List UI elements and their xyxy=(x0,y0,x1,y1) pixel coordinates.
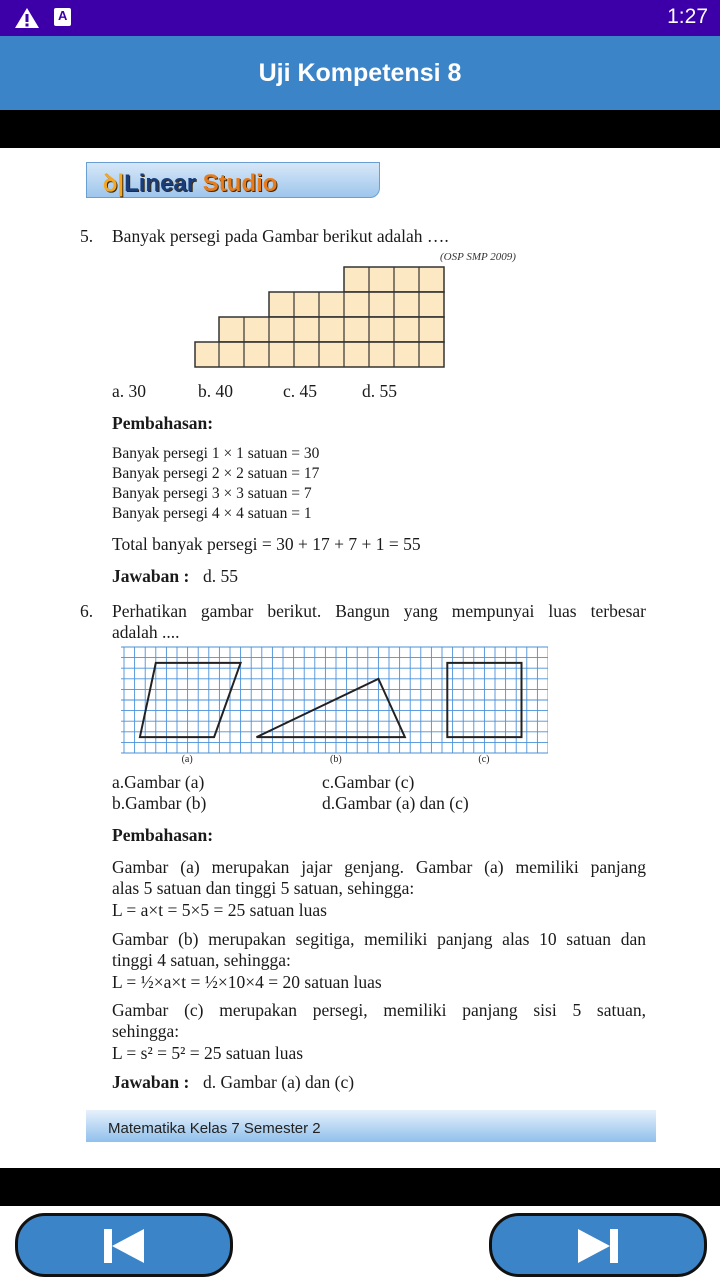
q5-answer: d. 55 xyxy=(203,566,238,586)
logo-banner xyxy=(86,162,380,198)
warning-icon xyxy=(14,7,40,29)
bottom-spacer xyxy=(0,1168,720,1206)
q5-line-3: Banyak persegi 3 × 3 satuan = 7 xyxy=(112,485,312,502)
q6-para3-line2: sehingga: xyxy=(112,1021,180,1041)
skip-next-icon xyxy=(576,1228,620,1264)
q6-option-d: d.Gambar (a) dan (c) xyxy=(322,793,469,813)
q6-para3-line3: L = s² = 5² = 25 satuan luas xyxy=(112,1043,304,1063)
q5-option-a: a. 30 xyxy=(112,381,147,401)
q5-option-b: b. 40 xyxy=(198,381,233,401)
q6-option-c: c.Gambar (c) xyxy=(322,772,415,792)
q5-option-d: d. 55 xyxy=(362,381,397,401)
figure-label-c: (c) xyxy=(478,754,490,765)
q5-line-4: Banyak persegi 4 × 4 satuan = 1 xyxy=(112,505,312,522)
q6-text-line-1: Perhatikan gambar berikut. Bangun yang mempunyai luas terbesar xyxy=(112,601,646,621)
q6-para1-line3: L = a×t = 5×5 = 25 satuan luas xyxy=(112,900,327,920)
q6-answer-label: Jawaban : xyxy=(112,1072,190,1092)
top-spacer xyxy=(0,110,720,148)
q5-total: Total banyak persegi = 30 + 17 + 7 + 1 = 55 xyxy=(112,534,421,554)
q6-para1-line2: alas 5 satuan dan tinggi 5 satuan, sehingga: xyxy=(112,878,415,898)
q6-shapes-figure xyxy=(120,644,548,766)
q6-text-line-2: adalah .... xyxy=(112,622,180,642)
previous-button[interactable] xyxy=(15,1213,233,1277)
content-page xyxy=(0,148,720,1168)
q5-line-1: Banyak persegi 1 × 1 satuan = 30 xyxy=(112,445,320,462)
q5-discussion-title: Pembahasan: xyxy=(112,413,214,433)
logo: ꝺ|Linear Studio xyxy=(103,170,278,197)
accessibility-icon: A xyxy=(54,8,71,26)
navigation-bar xyxy=(0,1206,720,1280)
status-bar xyxy=(0,0,720,36)
q6-para2-line1: Gambar (b) merupakan segitiga, memiliki panjang alas 10 satuan dan xyxy=(112,929,646,949)
figure-label-b: (b) xyxy=(330,754,342,765)
footer-text: Matematika Kelas 7 Semester 2 xyxy=(108,1120,321,1137)
q5-answer-label: Jawaban : xyxy=(112,566,190,586)
q5-text: Banyak persegi pada Gambar berikut adalah …. xyxy=(112,226,449,246)
page-footer xyxy=(86,1110,656,1142)
q6-para2-line3: L = ½×a×t = ½×10×4 = 20 satuan luas xyxy=(112,972,382,992)
q6-answer: d. Gambar (a) dan (c) xyxy=(203,1072,355,1092)
skip-previous-icon xyxy=(102,1228,146,1264)
q5-line-2: Banyak persegi 2 × 2 satuan = 17 xyxy=(112,465,320,482)
clock: 1:27 xyxy=(667,5,708,28)
q6-option-a: a.Gambar (a) xyxy=(112,772,205,792)
q6-para1-line1: Gambar (a) merupakan jajar genjang. Gambar (a) memiliki panjang xyxy=(112,857,646,877)
q6-number: 6. xyxy=(80,601,94,621)
q6-para2-line2: tinggi 4 satuan, sehingga: xyxy=(112,950,291,970)
q5-number: 5. xyxy=(80,226,94,246)
q5-source: (OSP SMP 2009) xyxy=(440,251,516,263)
q5-option-c: c. 45 xyxy=(283,381,318,401)
page-title: Uji Kompetensi 8 xyxy=(258,59,462,87)
next-button[interactable] xyxy=(489,1213,707,1277)
q5-staircase-figure xyxy=(194,266,446,368)
q6-para3-line1: Gambar (c) merupakan persegi, memiliki panjang sisi 5 satuan, xyxy=(112,1000,646,1020)
q6-option-b: b.Gambar (b) xyxy=(112,793,207,813)
app-bar xyxy=(0,36,720,110)
figure-label-a: (a) xyxy=(181,754,193,765)
q6-discussion-title: Pembahasan: xyxy=(112,825,214,845)
